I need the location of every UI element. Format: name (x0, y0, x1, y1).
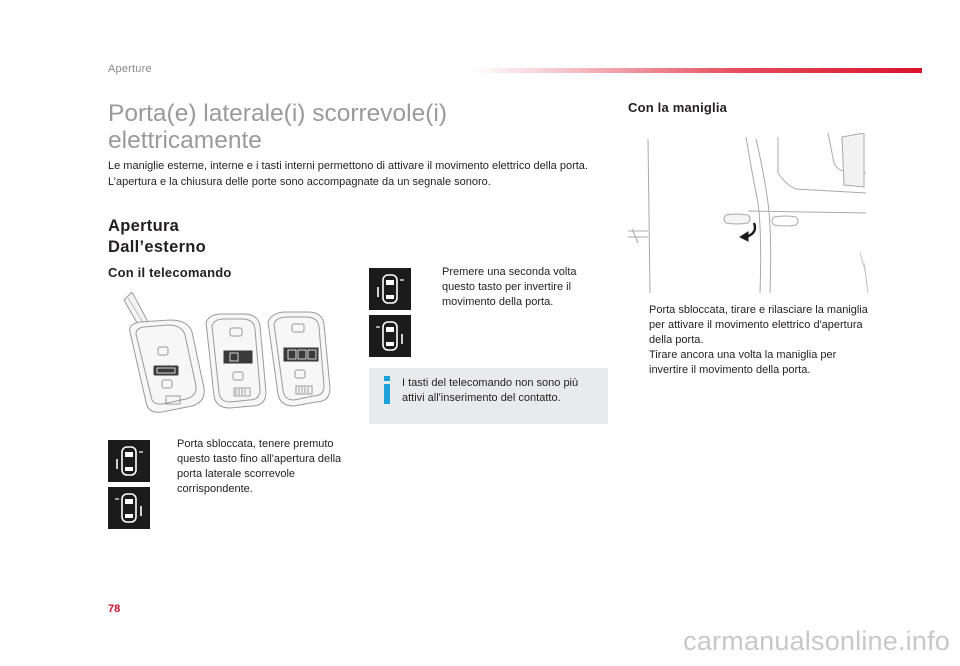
remote-instruction-text: Porta sbloccata, tenere premuto questo tasto fino all'apertura della porta laterale scorrevole corrispondente. (177, 438, 342, 495)
intro-paragraph (108, 158, 618, 190)
sliding-door-right-button-icon-2 (369, 315, 411, 357)
info-icon (380, 376, 394, 404)
info-text: I tasti del telecomando non sono più attivi all'inserimento del contatto. (402, 377, 579, 404)
remote-key-3 (268, 312, 330, 406)
remote-key-2 (206, 314, 266, 408)
heading-apertura: Apertura (108, 217, 180, 235)
second-press-text: Premere una seconda volta questo tasto per invertire il movimento della porta. (442, 266, 577, 308)
heading-con-il-telecomando: Con il telecomando (108, 265, 232, 280)
header-accent-bar (470, 68, 922, 73)
watermark: carmanualsonline.info (683, 626, 950, 656)
handle-instructions (628, 303, 868, 378)
intro-line1: Le maniglie esterne, interne e i tasti interni permettono di attivare il movimento elettrico della porta. (108, 160, 588, 172)
page-title-line2: elettricamente (108, 127, 262, 154)
second-press-instruction (421, 265, 601, 310)
remote-key-1 (124, 292, 204, 412)
sliding-door-left-button-icon-2 (369, 268, 411, 310)
door-handle-illustration (628, 133, 870, 295)
heading-dall-esterno: Dall’esterno (108, 238, 207, 256)
handle-instruction-1-text: Porta sbloccata, tirare e rilasciare la maniglia per attivare il movimento elettrico d'apertura della porta. (649, 304, 868, 346)
sliding-door-left-button-icon (108, 440, 150, 482)
sliding-door-right-button-icon (108, 487, 150, 529)
handle-instruction-2 (628, 348, 868, 378)
page-title (108, 100, 558, 154)
page-title-line1: Porta(e) laterale(i) scorrevole(i) (108, 100, 448, 127)
section-label: Aperture (108, 63, 152, 75)
page-number: 78 (108, 603, 121, 615)
handle-instruction-1 (628, 303, 868, 348)
heading-con-la-maniglia: Con la maniglia (628, 100, 728, 115)
info-box (369, 368, 608, 424)
remote-instruction (156, 437, 352, 497)
intro-line2: L’apertura e la chiusura delle porte sono accompagnate da un segnale sonoro. (108, 176, 491, 188)
remote-keys-illustration (118, 292, 340, 420)
handle-instruction-2-text: Tirare ancora una volta la maniglia per invertire il movimento della porta. (649, 349, 837, 376)
